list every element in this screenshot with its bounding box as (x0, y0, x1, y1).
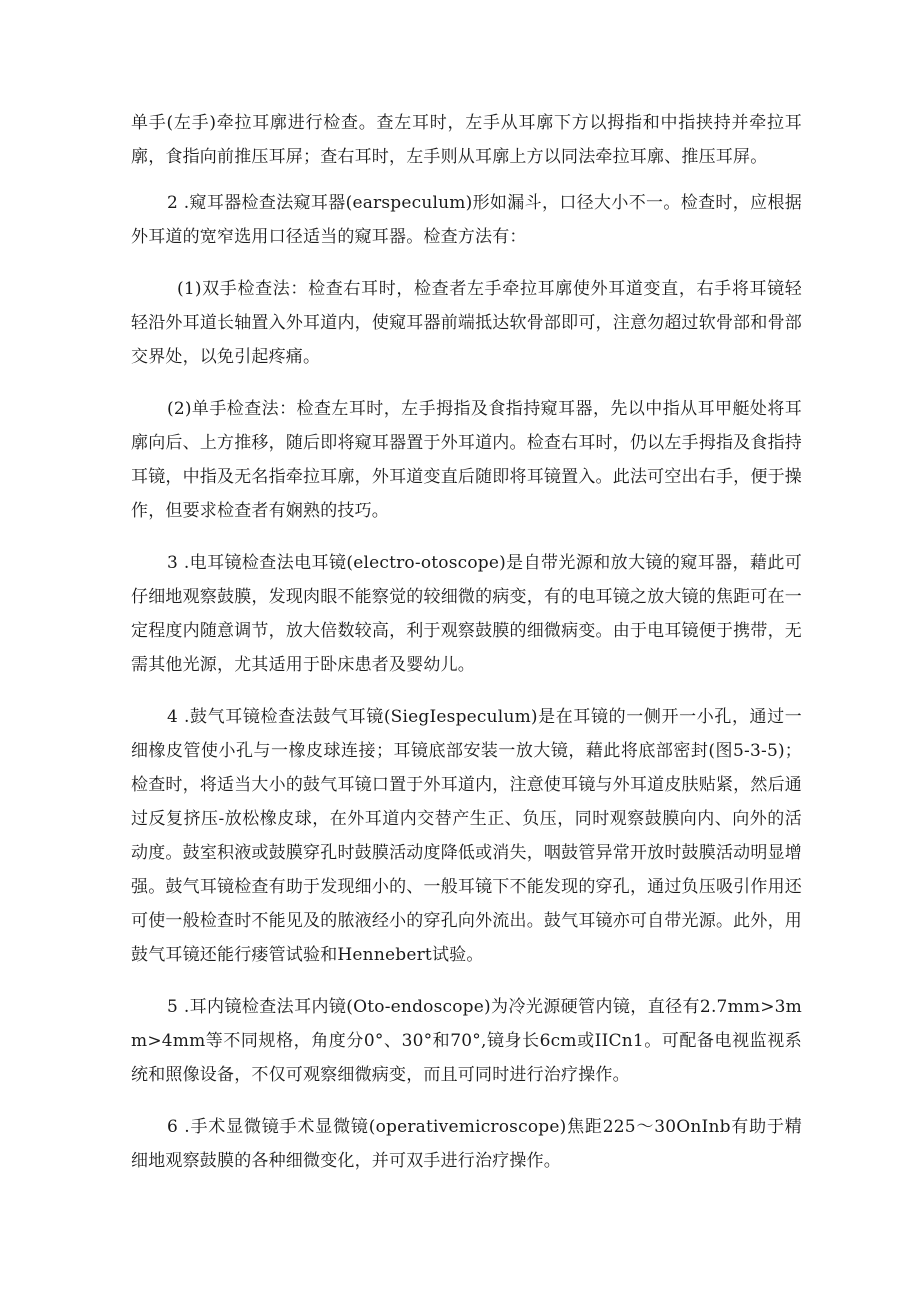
paragraph-operative-microscope: 6 .手术显微镜手术显微镜(operativemicroscope)焦距225～30OnInb有助于精细地观察鼓膜的各种细微变化，并可双手进行治疗操作。 (131, 1117, 802, 1171)
paragraph-single-hand-method: (2)单手检查法：检查左耳时，左手拇指及食指持窥耳器，先以中指从耳甲艇处将耳廓向后、上方推移，随后即将窥耳器置于外耳道内。检查右耳时，仍以左手拇指及食指持耳镜，中指及无名指牵拉耳廓，外耳道变直后随即将耳镜置入。此法可空出右手，便于操作，但要求检查者有娴熟的技巧。 (131, 399, 802, 521)
paragraph-electro-otoscope: 3 .电耳镜检查法电耳镜(electro-otoscope)是自带光源和放大镜的窥耳器，藉此可仔细地观察鼓膜，发现肉眼不能察觉的较细微的病变，有的电耳镜之放大镜的焦距可在一定程度内随意调节，放大倍数较高，利于观察鼓膜的细微病变。由于电耳镜便于携带，无需其他光源，尤其适用于卧床患者及婴幼儿。 (131, 553, 802, 675)
paragraph-two-hand-method: (1)双手检查法：检查右耳时，检查者左手牵拉耳廓使外耳道变直，右手将耳镜轻轻沿外耳道长轴置入外耳道内，使窥耳器前端抵达软骨部即可，注意勿超过软骨部和骨部交界处，以免引起疼痛。 (131, 279, 802, 367)
paragraph-ear-speculum-method: 2 .窥耳器检查法窥耳器(earspeculum)形如漏斗，口径大小不一。检查时，应根据外耳道的宽窄选用口径适当的窥耳器。检查方法有： (131, 193, 802, 247)
paragraph-one-hand-inspection: 单手(左手)牵拉耳廓进行检查。查左耳时，左手从耳廓下方以拇指和中指挟持并牵拉耳廓，食指向前推压耳屏；查右耳时，左手则从耳廓上方以同法牵拉耳廓、推压耳屏。 (131, 113, 802, 167)
paragraph-siegle-speculum: 4 .鼓气耳镜检查法鼓气耳镜(SiegIespeculum)是在耳镜的一侧开一小孔，通过一细橡皮管使小孔与一橡皮球连接；耳镜底部安装一放大镜，藉此将底部密封(图5-3-5)；检查时，将适当大小的鼓气耳镜口置于外耳道内，注意使耳镜与外耳道皮肤贴紧，然后通过反复挤压-放松橡皮球，在外耳道内交替产生正、负压，同时观察鼓膜向内、向外的活动度。鼓室积液或鼓膜穿孔时鼓膜活动度降低或消失，咽鼓管异常开放时鼓膜活动明显增强。鼓气耳镜检查有助于发现细小的、一般耳镜下不能发现的穿孔，通过负压吸引作用还可使一般检查时不能见及的脓液经小的穿孔向外流出。鼓气耳镜亦可自带光源。此外，用鼓气耳镜还能行瘘管试验和Hennebert试验。 (131, 707, 802, 965)
paragraph-oto-endoscope: 5 .耳内镜检查法耳内镜(Oto-endoscope)为冷光源硬管内镜，直径有2.7mm>3mm>4mm等不同规格，角度分0°、30°和70°,镜身长6cm或IICn1。可配备电视监视系统和照像设备，不仅可观察细微病变，而且可同时进行治疗操作。 (131, 997, 802, 1085)
